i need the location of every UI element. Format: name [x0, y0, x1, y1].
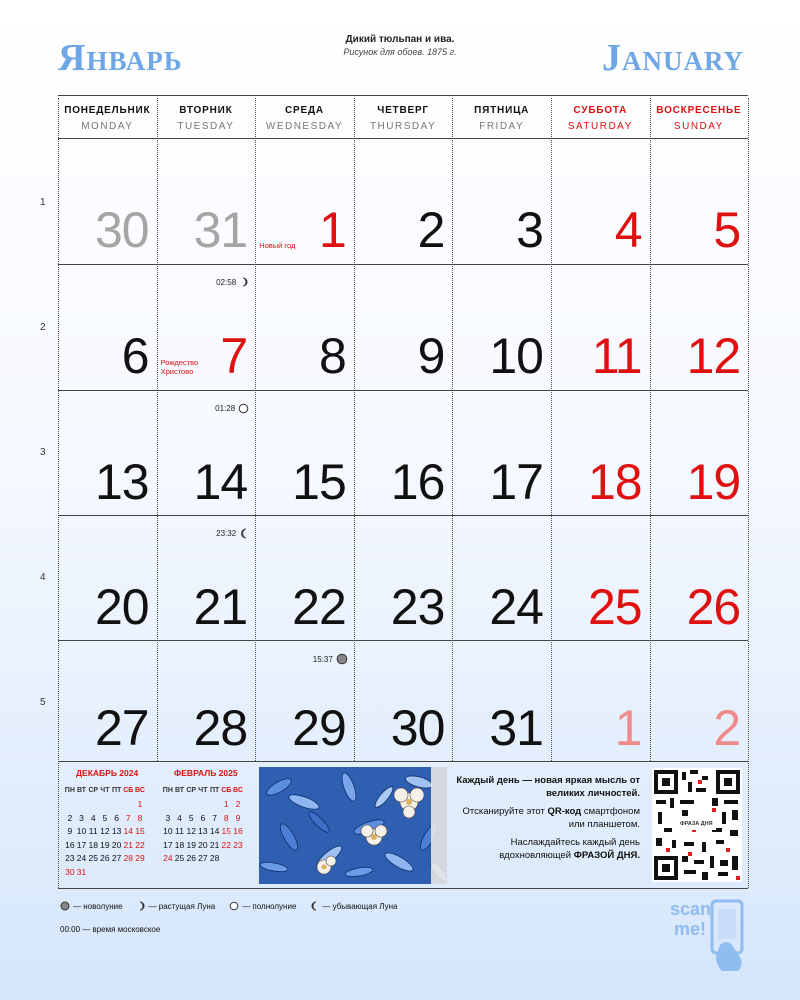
- mini-day: [197, 798, 209, 812]
- day-cell[interactable]: [255, 139, 354, 261]
- mini-dow: ЧТ: [198, 787, 208, 795]
- mini-dow: ВС: [135, 787, 145, 795]
- day-number: 2: [417, 202, 445, 258]
- mini-day: 3: [79, 812, 84, 823]
- mini-day: 25: [88, 853, 98, 864]
- moscow-time-note: 00:00 — время московское: [60, 925, 161, 934]
- day-number: 10: [489, 328, 543, 384]
- weekday-en: THURSDAY: [369, 121, 437, 132]
- mini-day: [232, 852, 244, 866]
- mini-dow: ПТ: [209, 787, 220, 795]
- legend-label: — растущая Луна: [148, 901, 216, 911]
- weekday-en: WEDNESDAY: [265, 121, 344, 132]
- mini-day: [122, 865, 134, 879]
- week-number: 5: [40, 697, 46, 708]
- mini-day: 22: [135, 839, 145, 850]
- mini-day: 19: [186, 839, 196, 850]
- mini-day: 7: [212, 812, 217, 823]
- mini-day: 21: [123, 839, 134, 850]
- grid-line: [58, 761, 748, 762]
- mini-day: [64, 798, 76, 812]
- mini-calendar-december: [64, 768, 146, 879]
- weekday-en: TUESDAY: [177, 121, 235, 132]
- day-cell[interactable]: [650, 641, 749, 759]
- holiday-note-line: Христово: [160, 367, 194, 376]
- day-number: 3: [516, 202, 543, 258]
- day-cell[interactable]: [354, 391, 453, 513]
- legend-item: [229, 901, 296, 911]
- mini-dow: СБ: [221, 787, 232, 795]
- holiday-note-line: Рождество: [160, 358, 199, 367]
- day-number: 11: [591, 328, 642, 384]
- day-cell[interactable]: [255, 516, 354, 638]
- mini-day: 23: [65, 853, 75, 864]
- day-number: 16: [390, 454, 445, 510]
- mini-day: 15: [221, 826, 232, 837]
- weekday-en: SATURDAY: [567, 121, 633, 132]
- day-number: 20: [94, 579, 149, 635]
- mini-day: 1: [137, 799, 143, 810]
- moon-legend: [60, 901, 397, 911]
- promo-text-bold: ФРАЗОЙ ДНЯ.: [573, 850, 640, 861]
- mini-day: [111, 865, 123, 879]
- mini-day: 17: [163, 839, 173, 850]
- mini-day: 13: [198, 826, 208, 837]
- legend-item: [310, 901, 397, 911]
- mini-day: [134, 865, 146, 879]
- mini-day: [99, 798, 111, 812]
- day-cell[interactable]: [157, 265, 256, 387]
- week-number: 2: [40, 322, 46, 333]
- day-cell[interactable]: [650, 391, 749, 513]
- month-title-en: January: [601, 37, 744, 79]
- moon-time: 15:37: [312, 654, 333, 664]
- mini-dow: СБ: [123, 787, 134, 795]
- promo-text-part: Отсканируйте этот: [462, 806, 548, 817]
- weekday-ru: ВОСКРЕСЕНЬЕ: [656, 105, 742, 116]
- mini-day: [111, 798, 123, 812]
- scan-me-phone-icon: [660, 895, 760, 975]
- mini-day: 14: [209, 826, 220, 837]
- day-number: 12: [686, 328, 741, 384]
- legend-label: — полнолуние: [242, 901, 297, 911]
- day-number: 19: [686, 454, 741, 510]
- weekday-header-saturday: [551, 98, 650, 138]
- qr-promo-text: [455, 774, 640, 867]
- moon-phase: [216, 528, 249, 539]
- weekday-ru: СРЕДА: [285, 105, 324, 116]
- mini-day: 13: [111, 826, 122, 837]
- day-cell[interactable]: [452, 265, 551, 387]
- mini-day: 7: [125, 812, 131, 823]
- moon-time: 23:32: [216, 529, 237, 538]
- weekday-en: MONDAY: [81, 121, 134, 132]
- weekday-ru: ПЯТНИЦА: [474, 105, 530, 116]
- promo-text-part: смартфоном или планшетом.: [568, 806, 640, 830]
- mini-day: [209, 798, 221, 812]
- day-number: 22: [292, 579, 346, 635]
- promo-text-bold: QR-код: [547, 806, 582, 817]
- week-number: 3: [40, 447, 46, 458]
- day-cell[interactable]: [650, 516, 749, 638]
- mini-day: 21: [209, 839, 220, 850]
- mini-day: 25: [174, 853, 185, 864]
- holiday-note: Новый год: [259, 241, 296, 250]
- mini-day: [174, 798, 186, 812]
- day-cell[interactable]: [58, 391, 157, 513]
- mini-day: 12: [186, 826, 196, 837]
- mini-day: 6: [200, 812, 206, 823]
- weekday-ru: ПОНЕДЕЛЬНИК: [64, 105, 151, 116]
- day-cell[interactable]: [452, 139, 551, 261]
- month-title-ru: Январь: [58, 37, 183, 79]
- new-moon-icon: [60, 901, 70, 911]
- day-number: 31: [489, 700, 543, 756]
- weekday-ru: ЧЕТВЕРГ: [377, 105, 429, 116]
- moon-phase: [313, 653, 348, 665]
- mini-day: 11: [175, 826, 184, 837]
- mini-day: [185, 798, 197, 812]
- week-number: 4: [40, 572, 46, 583]
- bottom-divider: [58, 888, 748, 889]
- day-number: 4: [614, 202, 642, 258]
- day-cell[interactable]: [452, 516, 551, 638]
- weekday-header-sunday: [650, 98, 749, 138]
- mini-day: 9: [67, 826, 73, 837]
- waning-moon-icon: [310, 901, 319, 911]
- mini-day: [76, 798, 88, 812]
- mini-dow: ПТ: [111, 787, 122, 795]
- day-number: 24: [489, 579, 543, 635]
- day-cell[interactable]: [551, 265, 650, 387]
- day-number: 26: [686, 579, 741, 635]
- day-number: 28: [193, 700, 248, 756]
- caption-subtitle: Рисунок для обоев. 1875 г.: [343, 47, 457, 57]
- day-number: 31: [193, 202, 248, 258]
- day-cell[interactable]: [354, 139, 453, 261]
- promo-enjoy-text: [455, 836, 640, 862]
- day-cell[interactable]: [157, 641, 256, 759]
- day-number: 21: [193, 579, 248, 635]
- day-cell[interactable]: [650, 265, 749, 387]
- day-number: 1: [318, 202, 346, 258]
- mini-day: 16: [233, 826, 243, 837]
- mini-calendar-table: [162, 784, 244, 865]
- mini-day: 11: [88, 826, 98, 837]
- mini-day: 29: [135, 853, 145, 864]
- mini-day: 18: [174, 839, 185, 850]
- mini-day: 23: [233, 839, 243, 850]
- holiday-note: [161, 358, 199, 376]
- new-moon-icon: [336, 653, 348, 665]
- day-number: 9: [417, 328, 445, 384]
- day-cell[interactable]: [354, 516, 453, 638]
- mini-day: 26: [186, 853, 196, 864]
- day-cell[interactable]: [452, 391, 551, 513]
- mini-day: 31: [76, 866, 87, 877]
- moon-phase: [215, 403, 249, 414]
- mini-day: 26: [100, 853, 110, 864]
- mini-day: 16: [65, 839, 75, 850]
- waxing-moon-icon: [137, 901, 146, 911]
- day-number: 6: [121, 328, 149, 384]
- promo-text-part: Наслаждайтесь каждый день вдохновляющей: [499, 837, 640, 861]
- legend-item: [60, 901, 123, 911]
- mini-day: 20: [111, 839, 122, 850]
- mini-calendar-title: ДЕКАБРЬ 2024: [76, 768, 139, 778]
- weekday-header-thursday: [354, 98, 453, 138]
- mini-day: 5: [102, 812, 108, 823]
- mini-calendar-table: [64, 784, 146, 879]
- qr-code[interactable]: [652, 768, 742, 882]
- mini-day: 30: [65, 866, 75, 877]
- weekday-ru: СУББОТА: [573, 105, 628, 116]
- day-cell[interactable]: [255, 641, 354, 759]
- mini-dow: ВТ: [174, 787, 185, 795]
- day-cell[interactable]: [58, 139, 157, 261]
- weekday-en: FRIDAY: [479, 121, 525, 132]
- day-number: 2: [713, 700, 741, 756]
- mini-calendar-title: ФЕВРАЛЬ 2025: [174, 768, 238, 778]
- mini-day: 5: [188, 812, 194, 823]
- mini-day: 10: [163, 826, 173, 837]
- mini-dow: ВТ: [76, 787, 87, 795]
- mini-day: 4: [177, 812, 182, 823]
- mini-dow: ЧТ: [100, 787, 110, 795]
- day-cell[interactable]: [58, 516, 157, 638]
- legend-label: — новолуние: [73, 901, 123, 911]
- day-cell[interactable]: [255, 265, 354, 387]
- day-cell[interactable]: [551, 516, 650, 638]
- mini-dow: СР: [186, 787, 197, 795]
- mini-day: [87, 865, 99, 879]
- day-number: 17: [489, 454, 543, 510]
- day-number: 15: [292, 454, 346, 510]
- mini-day: 8: [137, 812, 143, 823]
- day-number: 7: [220, 328, 248, 384]
- mini-day: 3: [165, 812, 171, 823]
- mini-day: 19: [100, 839, 110, 850]
- day-cell[interactable]: [650, 139, 749, 261]
- day-cell[interactable]: [157, 516, 256, 638]
- promo-headline: Каждый день — новая яркая мысль от великих личностей.: [456, 775, 640, 799]
- mini-day: 6: [114, 812, 119, 823]
- moon-time: 02:58: [216, 277, 237, 287]
- mini-day: 2: [67, 812, 73, 823]
- day-cell[interactable]: [157, 391, 256, 513]
- day-cell[interactable]: [255, 391, 354, 513]
- waning-moon-icon: [239, 528, 249, 539]
- day-cell[interactable]: [551, 391, 650, 513]
- mini-day: 1: [223, 799, 229, 810]
- day-number: 25: [587, 579, 642, 635]
- day-number: 27: [94, 700, 149, 756]
- legend-item: [137, 901, 216, 911]
- promo-scan-text: [455, 805, 640, 831]
- mini-day: 15: [135, 826, 145, 837]
- mini-day: [220, 852, 232, 866]
- day-number: 5: [713, 202, 741, 258]
- mini-calendar-february: [162, 768, 244, 865]
- moon-time: 01:28: [215, 404, 236, 413]
- mini-day: 14: [123, 826, 134, 837]
- weekday-en: SUNDAY: [673, 121, 724, 132]
- mini-day: 4: [90, 812, 96, 823]
- mini-day: 8: [223, 812, 229, 823]
- weekday-header-tuesday: [157, 98, 256, 138]
- full-moon-icon: [238, 403, 249, 414]
- mini-day: 22: [221, 839, 232, 850]
- mini-dow: ПН: [64, 787, 75, 795]
- day-cell[interactable]: [551, 139, 650, 261]
- day-cell[interactable]: [452, 641, 551, 759]
- mini-day: [99, 865, 111, 879]
- weekday-header-friday: [452, 98, 551, 138]
- day-cell[interactable]: [354, 641, 453, 759]
- mini-day: 24: [76, 853, 87, 864]
- mini-day: 17: [76, 839, 87, 850]
- mini-day: 20: [198, 839, 208, 850]
- mini-day: 27: [111, 853, 122, 864]
- day-number: 13: [94, 454, 149, 510]
- weekday-ru: ВТОРНИК: [179, 105, 233, 116]
- day-number: 8: [318, 328, 346, 384]
- top-divider: [58, 95, 748, 96]
- mini-day: 9: [235, 812, 241, 823]
- scan-text: scan: [670, 899, 712, 919]
- waxing-moon-icon: [239, 277, 249, 287]
- mini-day: 10: [76, 826, 87, 837]
- day-number: 29: [292, 700, 346, 756]
- day-number: 18: [587, 454, 642, 510]
- weekday-header-monday: [58, 98, 157, 138]
- week-number: 1: [40, 197, 46, 208]
- full-moon-icon: [229, 901, 239, 911]
- me-text: me!: [674, 919, 707, 939]
- legend-label: — убывающая Луна: [322, 901, 398, 911]
- mini-day: 28: [123, 853, 134, 864]
- weekday-header-wednesday: [255, 98, 354, 138]
- day-cell[interactable]: [354, 265, 453, 387]
- mini-day: [122, 798, 134, 812]
- mini-day: 2: [235, 799, 241, 810]
- day-number: 30: [390, 700, 445, 756]
- day-number: 1: [614, 700, 642, 756]
- mini-day: 18: [88, 839, 98, 850]
- qr-label: ФРАЗА ДНЯ: [680, 821, 713, 827]
- mini-day: 24: [163, 853, 173, 864]
- day-cell[interactable]: [58, 641, 157, 759]
- day-number: 30: [94, 202, 149, 258]
- mini-day: 12: [100, 826, 110, 837]
- mini-dow: СР: [88, 787, 99, 795]
- mini-day: 27: [198, 853, 208, 864]
- caption-title: Дикий тюльпан и ива.: [345, 34, 455, 45]
- mini-day: [162, 798, 174, 812]
- wallpaper-artwork-image: [259, 767, 447, 884]
- day-number: 23: [390, 579, 445, 635]
- mini-dow: ПН: [162, 787, 173, 795]
- day-number: 14: [193, 454, 248, 510]
- mini-dow: ВС: [233, 787, 243, 795]
- day-cell[interactable]: [551, 641, 650, 759]
- mini-day: [87, 798, 99, 812]
- day-cell[interactable]: [157, 139, 256, 261]
- day-cell[interactable]: [58, 265, 157, 387]
- moon-phase: [216, 277, 249, 287]
- mini-day: 28: [209, 853, 220, 864]
